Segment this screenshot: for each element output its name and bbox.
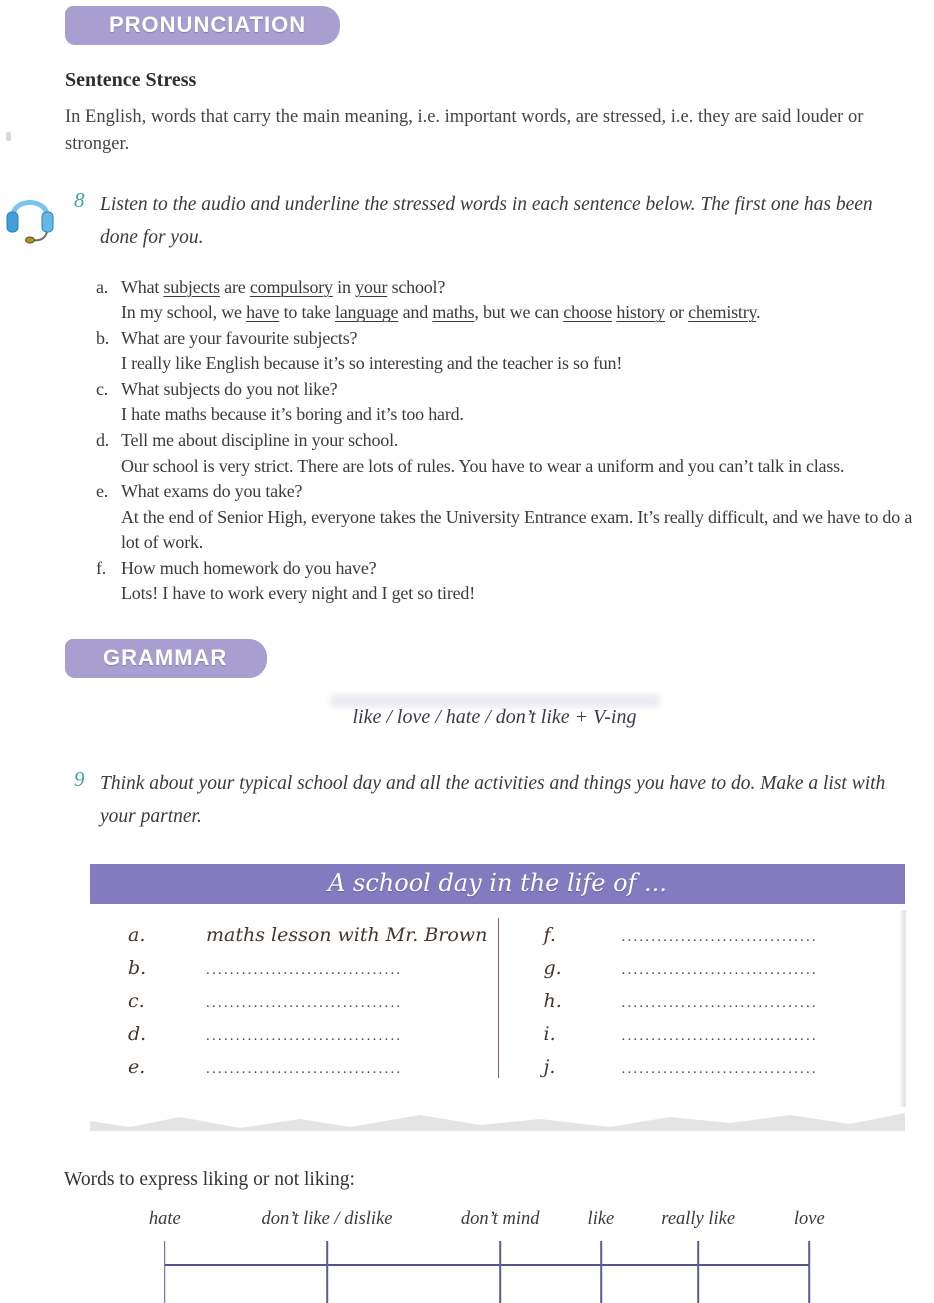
question-line: What subjects are compulsory in your school? (121, 276, 446, 297)
liking-caption: Words to express liking or not liking: (64, 1168, 355, 1190)
sentence-stress-heading: Sentence Stress (65, 69, 197, 91)
column-divider (498, 918, 500, 1078)
pronunciation-badge: PRONUNCIATION (65, 6, 340, 45)
intro-paragraph: In English, words that carry the main meaning, i.e. important words, are stressed, i.e. they are said louder or stronger. (65, 107, 864, 154)
answer-line: Our school is very strict. There are lots of rules. You have to wear a uniform and you can’t talk in class. (121, 455, 845, 476)
scale-tick (326, 1241, 328, 1303)
table-row (544, 924, 906, 957)
question-line: What exams do you take? (121, 481, 303, 502)
qa-item (96, 479, 924, 556)
scale-label: don’t mind (460, 1208, 540, 1229)
scale-tick (600, 1241, 602, 1303)
grammar-badge: GRAMMAR (65, 639, 267, 678)
scale-label: like (587, 1208, 615, 1229)
row-value: maths lesson with Mr. Brown (206, 923, 488, 946)
exercise-number: 9 (74, 766, 85, 791)
table-row (128, 957, 498, 990)
table-row (128, 1023, 498, 1056)
dotted-line: ................................. (206, 1060, 403, 1077)
item-letter: a. (96, 276, 109, 297)
scan-artifact (6, 132, 11, 141)
row-letter: a. (128, 923, 146, 946)
qa-item (96, 326, 924, 377)
table-row (544, 1056, 906, 1089)
dotted-line: ................................. (621, 928, 818, 945)
item-letter: f. (96, 557, 107, 578)
question-line: Tell me about discipline in your school. (121, 429, 399, 450)
question-line: What are your favourite subjects? (121, 327, 358, 348)
qa-item (96, 275, 924, 326)
table-row (544, 1023, 906, 1056)
dotted-line: ................................. (206, 1027, 403, 1044)
answer-line: Lots! I have to work every night and I get so tired! (121, 583, 475, 604)
answer-line: In my school, we have to take language and maths, but we can choose history or chemistry. (121, 302, 761, 323)
item-letter: e. (96, 481, 109, 502)
qa-item (96, 428, 924, 479)
row-letter: h. (543, 989, 562, 1012)
liking-scale (140, 1203, 830, 1303)
exercise-instruction: Think about your typical school day and all the activities and things you have to do. Make a list with your partner. (100, 772, 886, 828)
table-left-column (90, 924, 498, 1089)
item-letter: c. (96, 378, 109, 399)
qa-item (96, 377, 924, 428)
scale-tick (164, 1241, 166, 1303)
question-line: How much homework do you have? (121, 557, 377, 578)
item-letter: d. (96, 429, 110, 450)
exercise-instruction: Listen to the audio and underline the stressed words in each sentence below. The first one has been done for you. (100, 193, 873, 249)
dotted-line: ................................. (621, 1027, 818, 1044)
qa-item (96, 556, 924, 607)
dotted-line: ................................. (206, 961, 403, 978)
row-letter: c. (128, 989, 145, 1012)
headphones-icon (4, 184, 56, 246)
answer-line: At the end of Senior High, everyone takes the University Entrance exam. It’s really difficult, and we have to do a lot of work. (121, 506, 913, 553)
row-letter: i. (543, 1022, 556, 1045)
answer-line: I really like English because it’s so interesting and the teacher is so fun! (121, 353, 623, 374)
row-letter: d. (128, 1022, 147, 1045)
dotted-line: ................................. (206, 994, 403, 1011)
dotted-line: ................................. (621, 1060, 818, 1077)
answer-line: I hate maths because it’s boring and it’s too hard. (121, 404, 464, 425)
table-right-column (498, 924, 906, 1089)
dotted-line: ................................. (621, 961, 818, 978)
table-row (128, 1056, 498, 1089)
scale-label: don’t like / dislike (261, 1208, 393, 1229)
item-letter: b. (96, 327, 110, 348)
exercise-number: 8 (74, 187, 85, 212)
torn-edge (90, 1101, 905, 1135)
row-letter: e. (128, 1055, 146, 1078)
exercise-8 (0, 188, 934, 255)
grammar-formula: like / love / hate / don’t like + V-ing (352, 705, 637, 728)
school-day-table (90, 864, 905, 1135)
exercise-9 (0, 767, 934, 834)
scale-tick (499, 1241, 501, 1303)
row-letter: g. (543, 956, 562, 979)
scale-tick (697, 1241, 699, 1303)
table-row (544, 990, 906, 1023)
table-row (128, 990, 498, 1023)
row-letter: f. (543, 923, 556, 946)
scale-label: hate (148, 1208, 181, 1229)
scale-tick (809, 1241, 811, 1303)
dotted-line: ................................. (621, 994, 818, 1011)
row-letter: j. (543, 1055, 556, 1078)
table-title: A school day in the life of ... (90, 864, 905, 904)
table-row (128, 924, 498, 957)
row-letter: b. (128, 956, 147, 979)
scale-line (165, 1264, 809, 1267)
scale-label: really like (661, 1208, 736, 1229)
scale-label: love (793, 1208, 825, 1229)
qa-list (96, 275, 924, 607)
table-row (544, 957, 906, 990)
question-line: What subjects do you not like? (121, 378, 338, 399)
